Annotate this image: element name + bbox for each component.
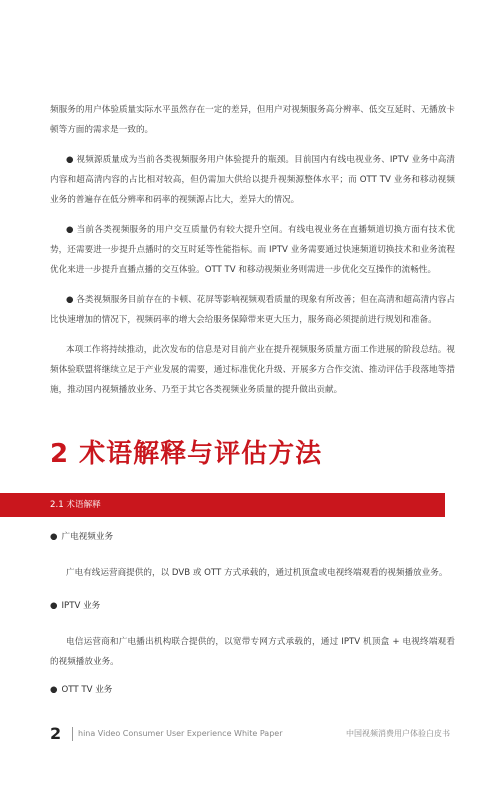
bullet-text: 视频源质量成为当前各类视频服务用户体验提升的瓶颈。目前国内有线电视业务、IPTV 业务中高清内容和超高清内容的占比相对较高，但仍需加大供给以提升视频源整体水平；而 OTT TV 业务和移动视频业务的普遍存在低分辨率和码率的视频源占比大，差异大的情况。 xyxy=(50,155,456,205)
bullet-icon: ● xyxy=(50,685,58,695)
bullet-icon: ● xyxy=(66,295,74,305)
footer-english-title: hina Video Consumer User Experience White Paper xyxy=(78,729,283,738)
term-description-broadcast-video: 广电有线运营商提供的，以 DVB 或 OTT 方式承载的，通过机顶盒或电视终端观看的视频播放业务。 xyxy=(66,568,448,578)
page-number: 2 xyxy=(50,724,62,743)
bullet-icon: ● xyxy=(50,532,58,542)
term-name: IPTV 业务 xyxy=(61,601,101,611)
footer-divider xyxy=(72,727,73,741)
bullet-paragraph-interaction xyxy=(50,220,455,280)
section-header-bar xyxy=(0,493,445,517)
term-name: 广电视频业务 xyxy=(61,532,114,542)
term-heading-iptv xyxy=(50,596,100,616)
bullet-icon: ● xyxy=(66,225,74,235)
section-title: 2.1 术语解释 xyxy=(50,500,101,510)
bullet-text: 各类视频服务目前存在的卡顿、花屏等影响视频观看质量的现象有所改善；但在高清和超高清内容占比快速增加的情况下，视频码率的增大会给服务保障带来更大压力，服务商必须提前进行规划和准备。 xyxy=(50,295,455,325)
bullet-icon: ● xyxy=(66,155,74,165)
closing-paragraph: 本项工作将持续推动，此次发布的信息是对目前产业在提升视频服务质量方面工作进展的阶段总结。视频体验联盟将继续立足于产业发展的需要，通过标准优化升级、开展多方合作交流、推动评估手段落地等措施，推动国内视频播放业务、乃至于其它各类视频业务质量的提升做出贡献。 xyxy=(50,345,455,395)
page-footer xyxy=(50,722,450,746)
term-heading-broadcast-video xyxy=(50,527,113,547)
footer-chinese-title: 中国视频消费用户体验白皮书 xyxy=(346,729,450,738)
intro-paragraph: 频服务的用户体验质量实际水平虽然存在一定的差异，但用户对视频服务高分辨率、低交互延时、无播放卡顿等方面的需求是一致的。 xyxy=(50,105,455,135)
bullet-text: 当前各类视频服务的用户交互质量仍有较大提升空间。有线电视业务在直播频道切换方面有技术优势，还需要进一步提升点播时的交互时延等性能指标。而 IPTV 业务需要通过快速频道切换技术和业务流程优化来进一步提升直播点播的交互体验。OTT TV 和移动视频业务则需进一步优化交互操作的流畅性。 xyxy=(50,225,456,275)
chapter-title: 2 术语解释与评估方法 xyxy=(50,439,323,469)
term-heading-ott-tv xyxy=(50,680,112,700)
bullet-paragraph-stalling xyxy=(50,290,455,330)
term-description-iptv: 电信运营商和广电播出机构联合提供的，以宽带专网方式承载的，通过 IPTV 机顶盒 + 电视终端观看的视频播放业务。 xyxy=(50,637,455,667)
bullet-paragraph-video-source xyxy=(50,150,455,210)
bullet-icon: ● xyxy=(50,601,58,611)
term-name: OTT TV 业务 xyxy=(61,685,113,695)
